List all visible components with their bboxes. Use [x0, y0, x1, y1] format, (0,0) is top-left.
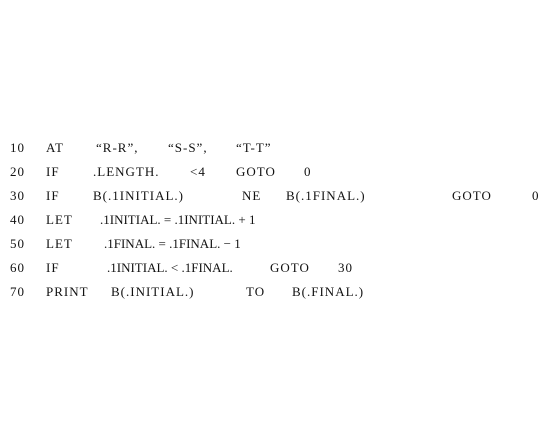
- expression: B(.INITIAL.): [111, 284, 195, 299]
- keyword: GOTO: [452, 188, 492, 203]
- expression: B(.FINAL.): [292, 284, 365, 299]
- assignment: .1INITIAL. = .1INITIAL. + 1: [100, 212, 256, 227]
- line-number: 40: [10, 212, 25, 227]
- program-line: [10, 235, 550, 253]
- keyword: LET: [46, 212, 73, 227]
- keyword: GOTO: [236, 164, 276, 179]
- program-line: [10, 283, 550, 301]
- keyword: IF: [46, 164, 60, 179]
- keyword: PRINT: [46, 284, 89, 299]
- program-line: [10, 187, 550, 205]
- string-literal: “T-T”: [236, 140, 272, 155]
- goto-target: 0: [304, 164, 312, 179]
- keyword: NE: [242, 188, 262, 203]
- program-line: [10, 211, 550, 229]
- line-number: 10: [10, 140, 25, 155]
- keyword: GOTO: [270, 260, 310, 275]
- expression: .1INITIAL. < .1FINAL.: [107, 260, 233, 275]
- line-number: 20: [10, 164, 25, 179]
- program-line: [10, 163, 550, 181]
- line-number: 70: [10, 284, 25, 299]
- keyword: IF: [46, 260, 60, 275]
- string-literal: “S-S”,: [168, 140, 208, 155]
- program-line: [10, 259, 550, 277]
- assignment: .1FINAL. = .1FINAL. − 1: [104, 236, 241, 251]
- expression: B(.1INITIAL.): [93, 188, 184, 203]
- program-line: [10, 139, 550, 157]
- expression: <4: [190, 164, 206, 179]
- expression: B(.1FINAL.): [286, 188, 366, 203]
- goto-target: 30: [338, 260, 353, 275]
- keyword: IF: [46, 188, 60, 203]
- keyword: TO: [246, 284, 266, 299]
- keyword: LET: [46, 236, 73, 251]
- goto-target: 0: [532, 188, 540, 203]
- line-number: 60: [10, 260, 25, 275]
- expression: .LENGTH.: [93, 164, 160, 179]
- line-number: 50: [10, 236, 25, 251]
- line-number: 30: [10, 188, 25, 203]
- keyword: AT: [46, 140, 64, 155]
- string-literal: “R-R”,: [96, 140, 139, 155]
